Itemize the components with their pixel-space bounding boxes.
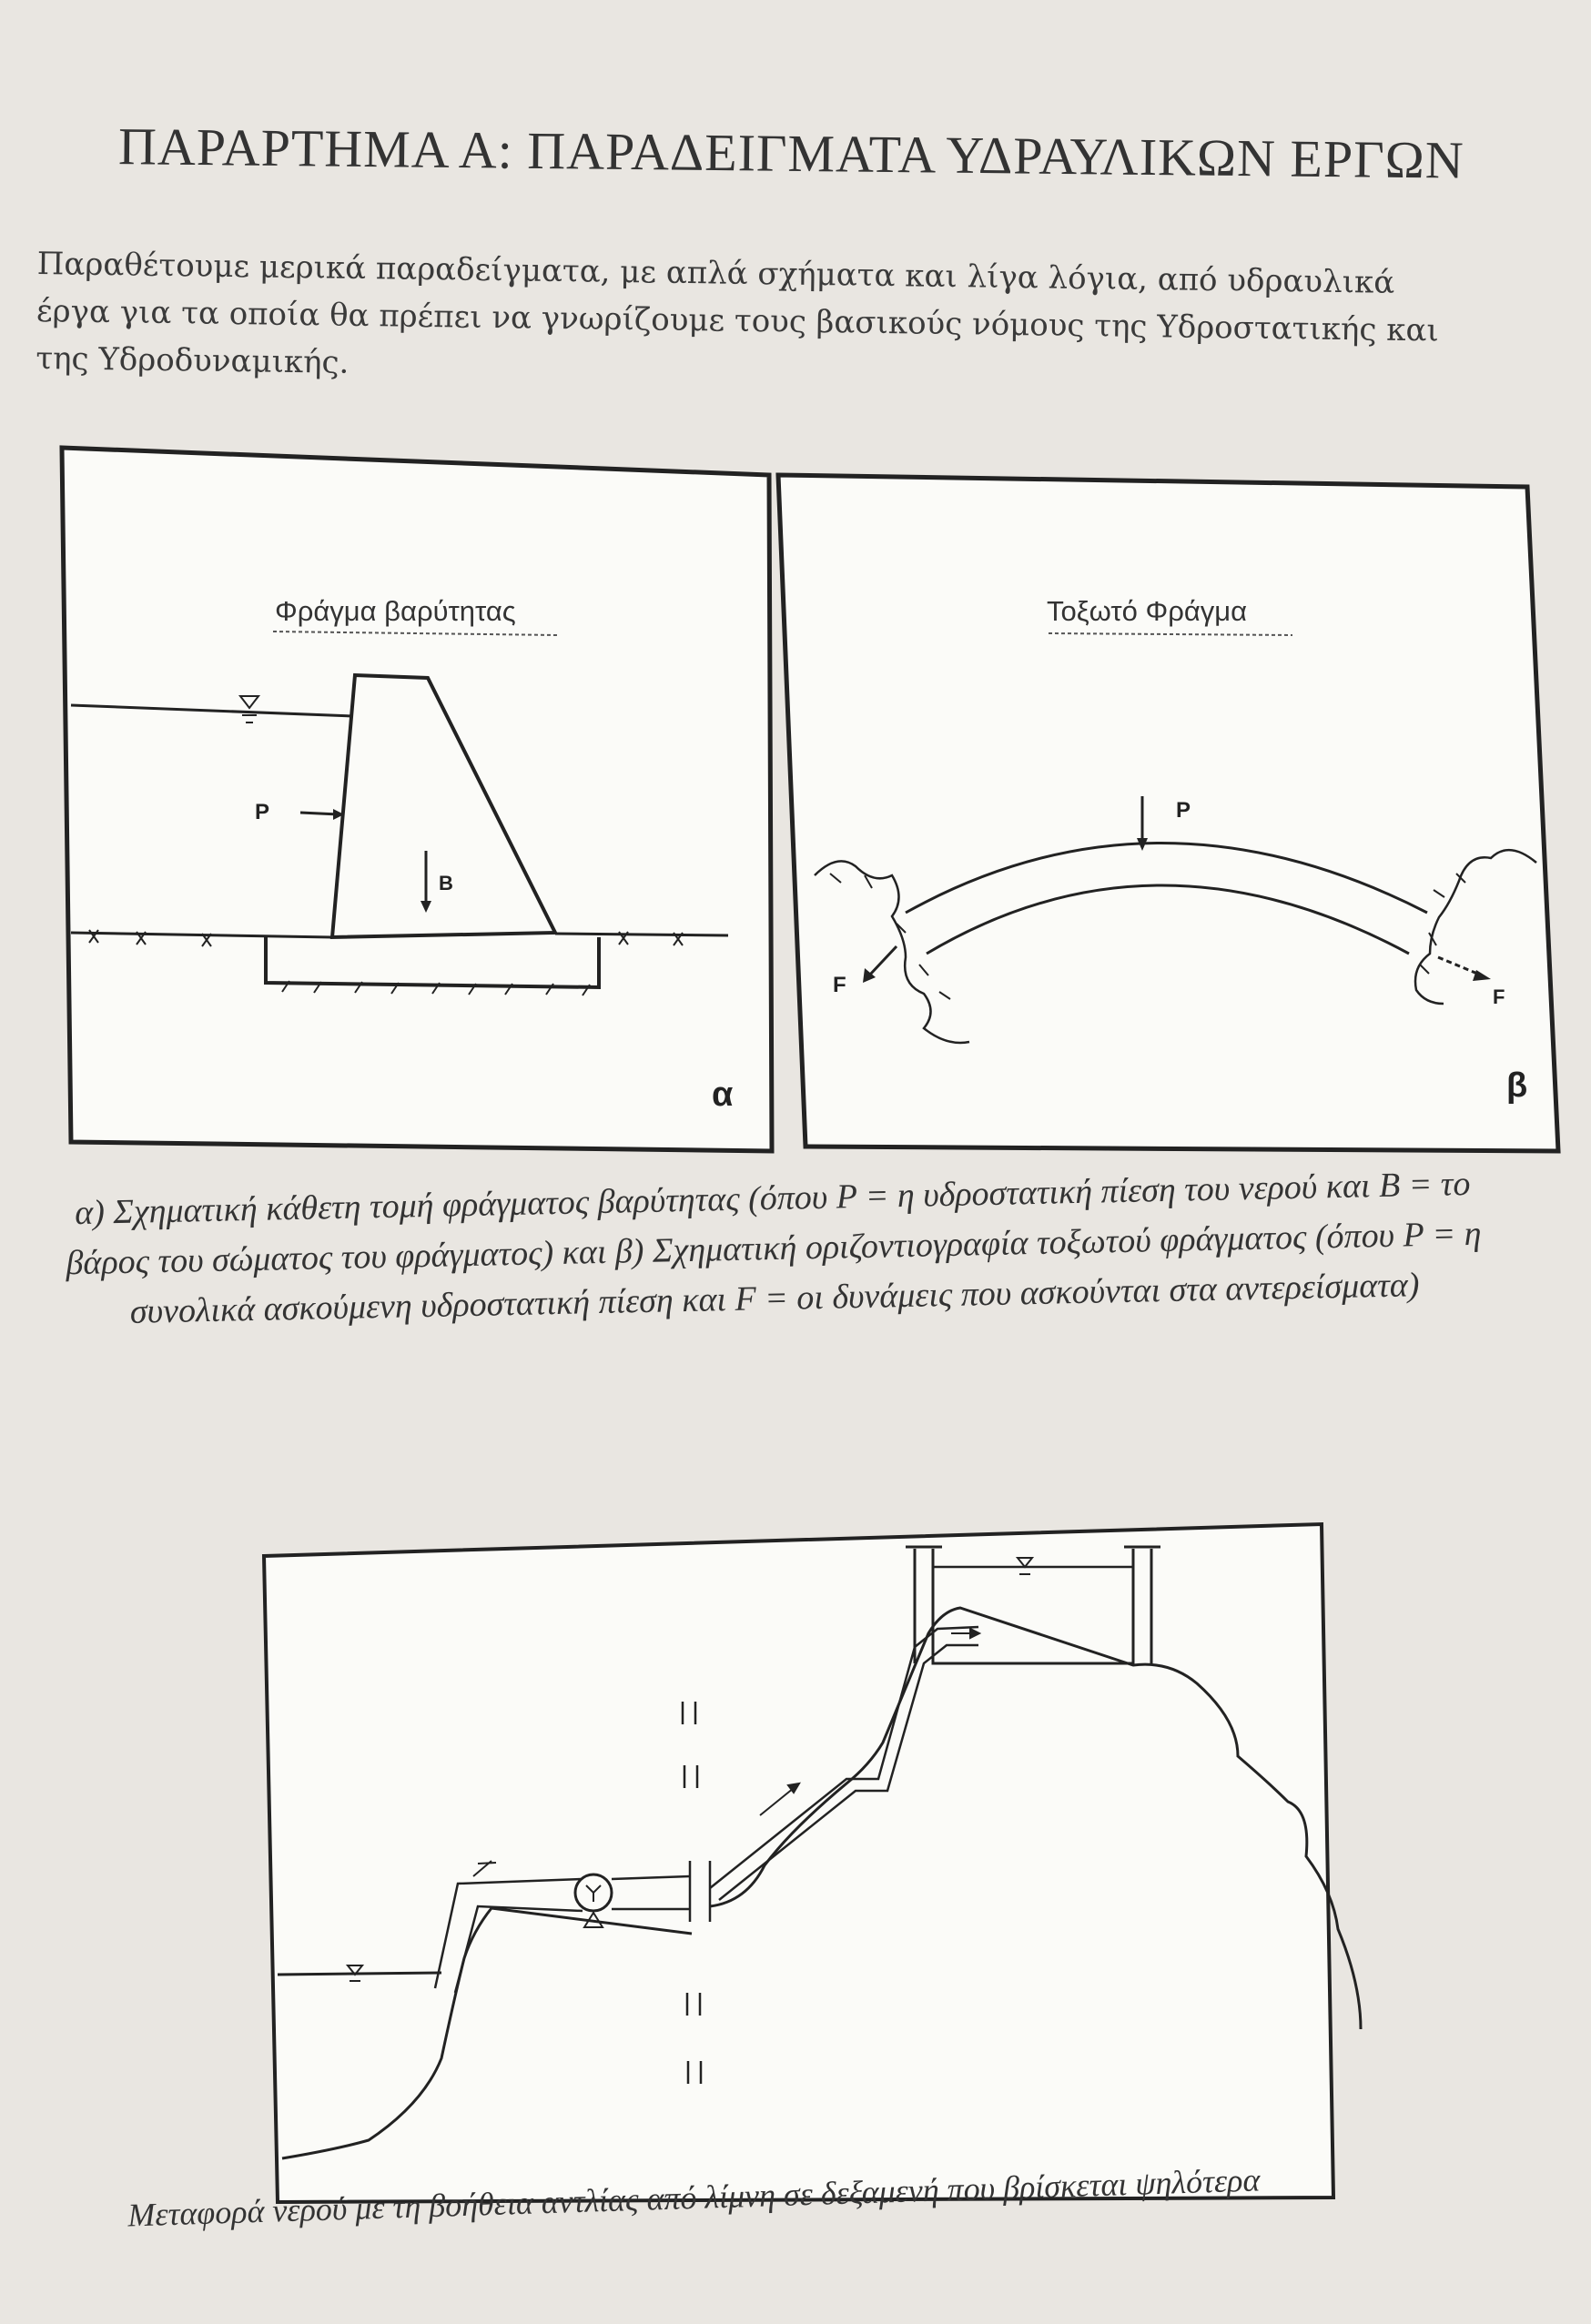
figure-b-frame [778, 475, 1558, 1151]
figure-c-frame [264, 1524, 1333, 2202]
figure-a-heading: Φράγμα βαρύτητας [275, 595, 516, 627]
figure-b-label-f-right: F [1493, 985, 1505, 1008]
figure-b-heading: Τοξωτό Φράγμα [1047, 595, 1248, 627]
figure-a-tag: α [712, 1076, 734, 1114]
ground-downstream [555, 934, 728, 935]
figure-gravity-dam [62, 448, 772, 1151]
figure-a-label-b: B [439, 872, 453, 894]
figure-a-label-p: P [255, 800, 270, 824]
figure-b-label-f-left: F [833, 973, 846, 997]
figure-arch-dam [778, 475, 1558, 1151]
figure-b-label-p: P [1176, 798, 1191, 823]
figure-b-tag: β [1506, 1066, 1528, 1105]
intro-paragraph: Παραθέτουμε μερικά παραδείγματα, με απλά σχήματα και λίγα λόγια, από υδραυλικά έργα για τα οποία θα πρέπει να γνωρίζουμε τους βασικούς νόμους της Υδροστατικής και της Υδροδυναμικής. [35, 246, 1440, 381]
figure-caption-dams: α) Σχηματική κάθετη τομή φράγματος βαρύτητας (όπου P = η υδροστατική πίεση του νερού και B = το βάρος του σώματος του φράγματος) και β) Σχηματική οριζοντιογραφία τοξωτού φράγματος (όπου P = η συνολικά ασκούμενη υδροστατική πίεση και F = οι δυνάμεις που ασκούνται στα αντερείσματα) [66, 1164, 1482, 1331]
figure-pumping-system [264, 1524, 1361, 2202]
pressure-arrow [300, 813, 339, 814]
lake-surface [278, 1973, 441, 1975]
figure-caption-pumping: Μεταφορά νερού με τη βοήθεια αντλίας από λίμνη σε δεξαμενή που βρίσκεται ψηλότερα [127, 2161, 1261, 2234]
page-title: ΠΑΡΑΡΤΗΜΑ Α: ΠΑΡΑΔΕΙΓΜΑΤΑ ΥΔΡΑΥΛΙΚΩΝ ΕΡΓΩΝ [117, 116, 1465, 190]
